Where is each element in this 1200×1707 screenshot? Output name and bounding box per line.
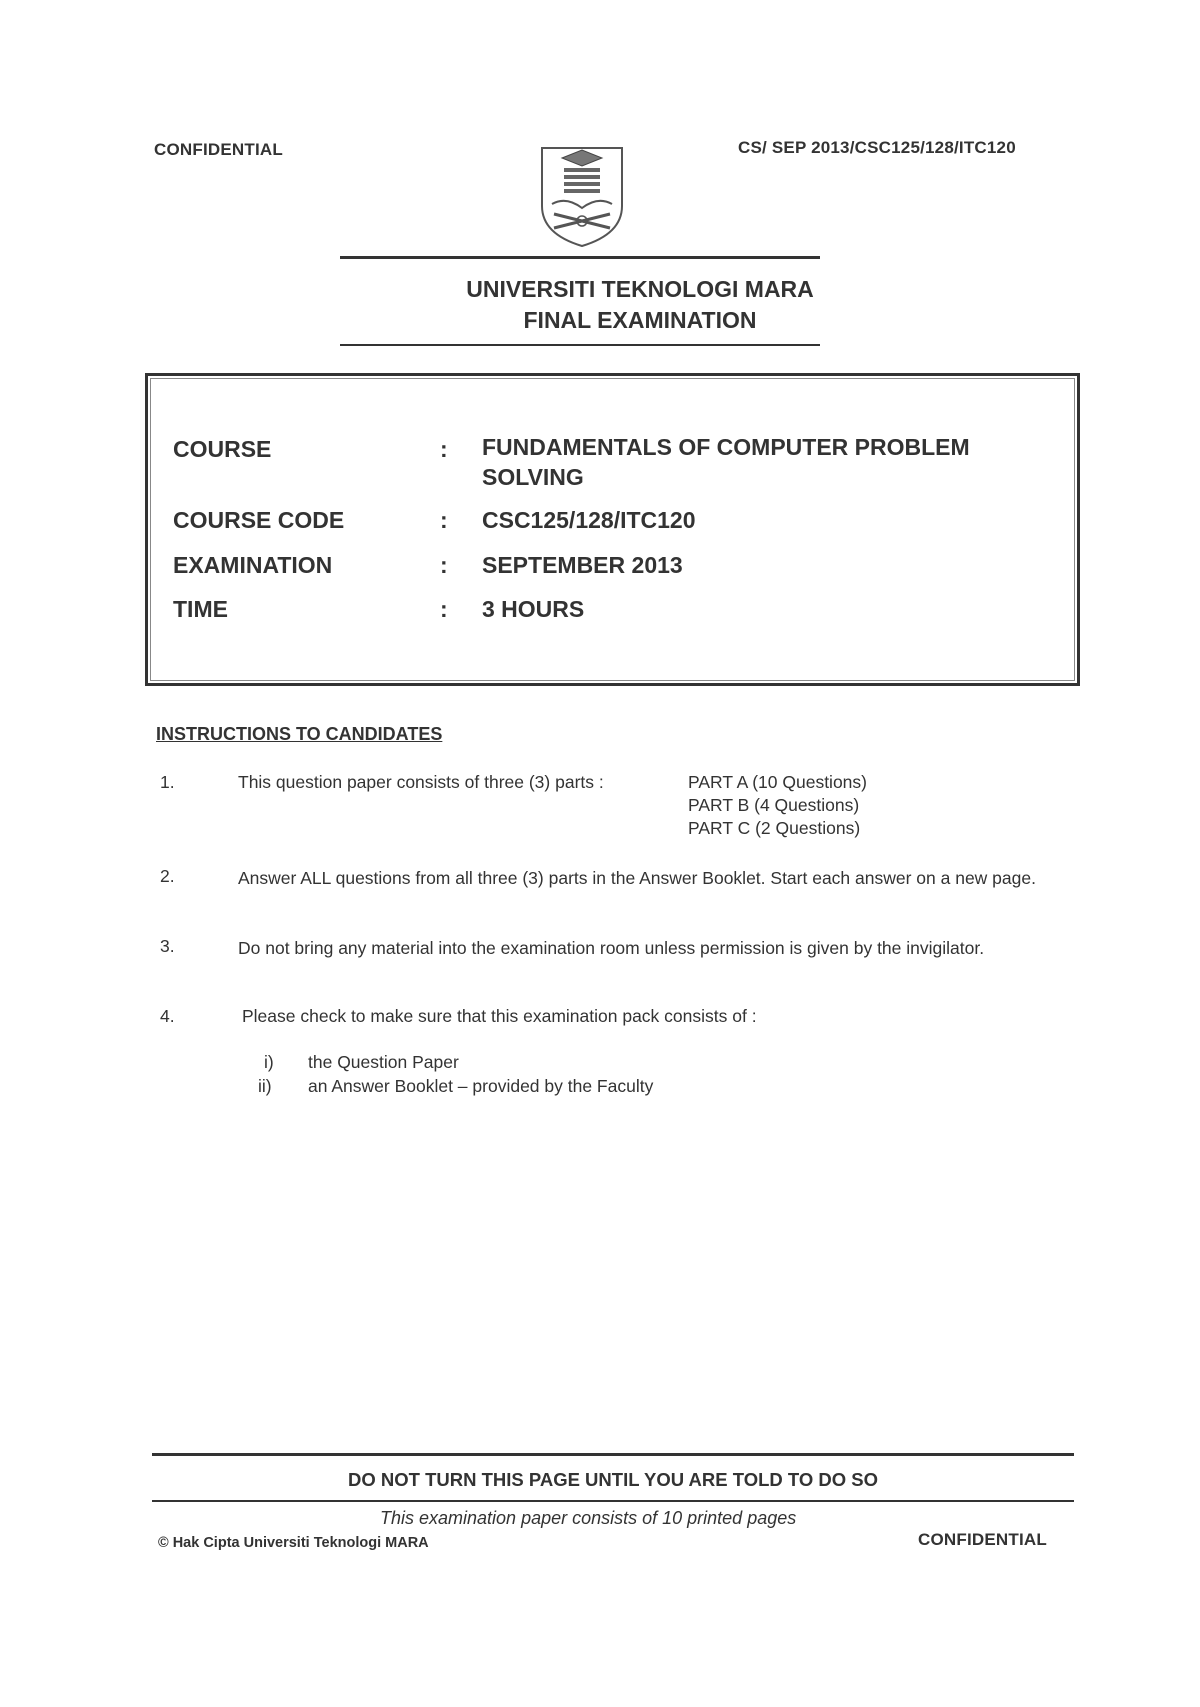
university-name: UNIVERSITI TEKNOLOGI MARA [466, 276, 814, 302]
examination-label: EXAMINATION [173, 552, 333, 578]
subitem-text: the Question Paper [308, 1052, 459, 1072]
instruction-text: This question paper consists of three (3) parts : [238, 772, 604, 792]
instruction-text: Answer ALL questions from all three (3) parts in the Answer Booklet. Start each answer on a new page. [238, 868, 1036, 888]
course-code-value: CSC125/128/ITC120 [482, 507, 696, 533]
instruction-number: 4. [160, 1006, 175, 1026]
course-value-line2: SOLVING [482, 464, 584, 490]
footer-top-rule [152, 1453, 1074, 1456]
subitem-number: i) [264, 1052, 274, 1072]
header-paper-code: CS/ SEP 2013/CSC125/128/ITC120 [738, 138, 1016, 157]
subitem-text: an Answer Booklet – provided by the Faculty [308, 1076, 654, 1096]
part-c-count: PART C (2 Questions) [688, 818, 861, 838]
course-label: COURSE [173, 436, 272, 462]
title-top-rule [340, 256, 820, 259]
exam-type: FINAL EXAMINATION [523, 307, 757, 333]
university-crest-icon [536, 142, 628, 250]
part-a-count: PART A (10 Questions) [688, 772, 867, 792]
examination-value: SEPTEMBER 2013 [482, 552, 683, 578]
course-code-sep: : [440, 507, 448, 533]
course-sep: : [440, 436, 448, 462]
examination-sep: : [440, 552, 448, 578]
time-label: TIME [173, 596, 228, 622]
course-code-label: COURSE CODE [173, 507, 345, 533]
instruction-number: 1. [160, 772, 175, 792]
footer-confidential: CONFIDENTIAL [918, 1530, 1047, 1549]
instruction-text: Do not bring any material into the examination room unless permission is given by the invigilator. [238, 938, 985, 958]
instruction-text: Please check to make sure that this examination pack consists of : [242, 1006, 757, 1026]
header-confidential: CONFIDENTIAL [154, 140, 283, 159]
instruction-number: 2. [160, 866, 175, 886]
instructions-heading: INSTRUCTIONS TO CANDIDATES [156, 724, 443, 744]
time-sep: : [440, 596, 448, 622]
part-b-count: PART B (4 Questions) [688, 795, 860, 815]
title-bottom-rule [340, 344, 820, 346]
time-value: 3 HOURS [482, 596, 585, 622]
do-not-turn-warning: DO NOT TURN THIS PAGE UNTIL YOU ARE TOLD TO DO SO [347, 1469, 879, 1490]
course-value: FUNDAMENTALS OF COMPUTER PROBLEM [482, 434, 970, 460]
subitem-number: ii) [258, 1076, 272, 1096]
pages-note: This examination paper consists of 10 printed pages [380, 1508, 797, 1528]
footer-bottom-rule [152, 1500, 1074, 1502]
instruction-number: 3. [160, 936, 175, 956]
copyright-notice: © Hak Cipta Universiti Teknologi MARA [158, 1535, 429, 1551]
